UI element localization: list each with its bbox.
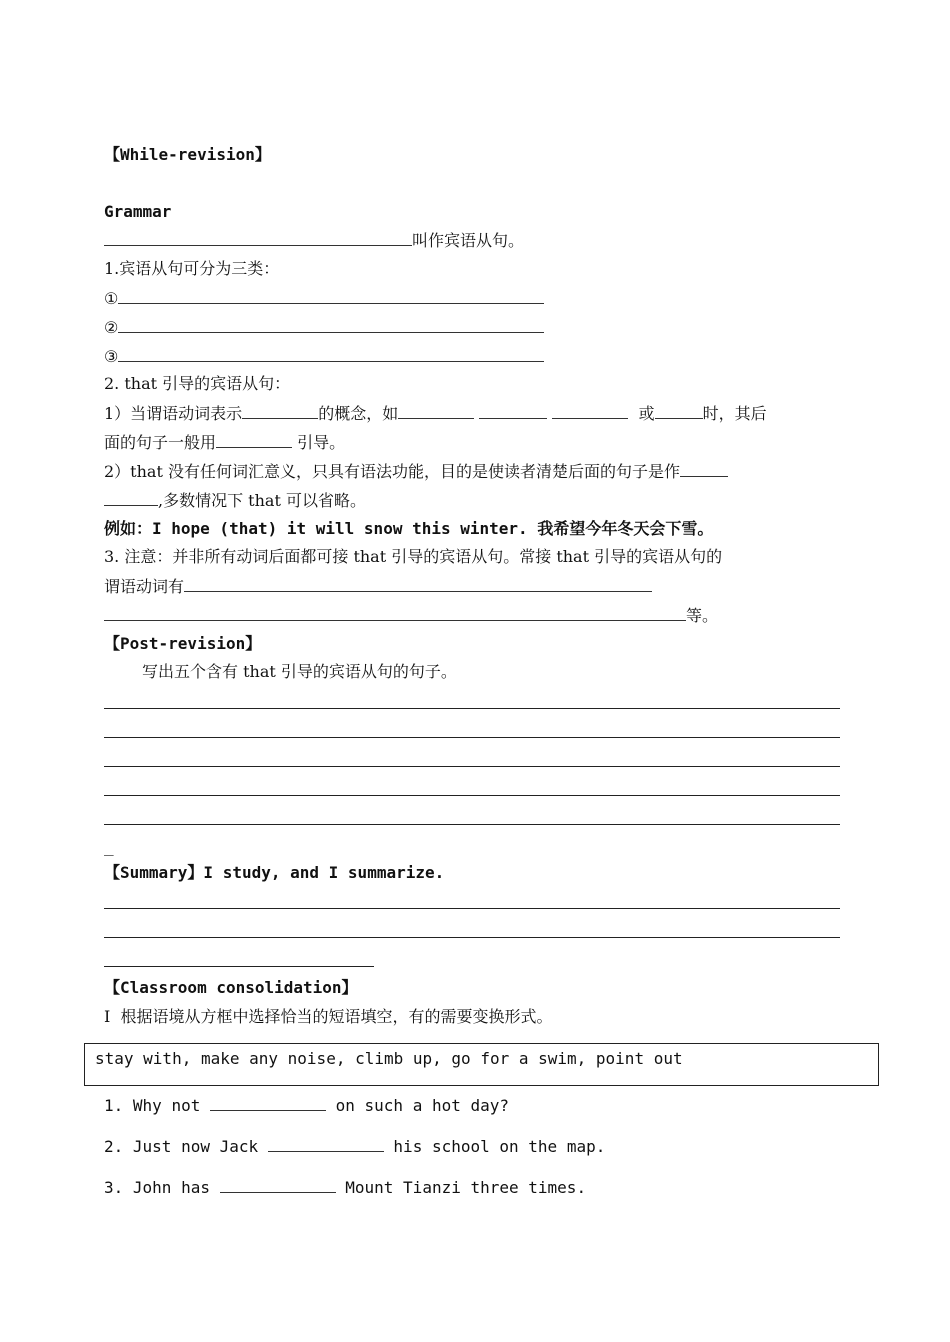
grammar-p2: 2. that 引导的宾语从句：: [104, 374, 291, 393]
grammar-p3c: [104, 604, 718, 627]
item-marker: ①: [104, 289, 119, 308]
definition-suffix: 叫作宾语从句。: [412, 231, 525, 250]
blank[interactable]: [216, 431, 292, 448]
question-2: [104, 1135, 605, 1158]
grammar-p3: 3. 注意：并非所有动词后面都可接 that 引导的宾语从句。常接 that 引导的宾语从句的: [104, 547, 723, 566]
summary-heading: 【Summary】I study, and I summarize.: [104, 863, 445, 882]
section-number: I: [104, 1007, 111, 1026]
summary-line[interactable]: [104, 908, 840, 909]
type-item-1: [104, 287, 544, 310]
example-sentence: 例如：I hope (that) it will snow this winter. 我希望今年冬天会下雪。: [104, 519, 714, 538]
text: 引导。: [297, 433, 346, 452]
text: 谓语动词有: [104, 577, 185, 596]
question-text: Just now Jack: [132, 1137, 259, 1156]
item-marker: ③: [104, 347, 119, 366]
summary-line[interactable]: [104, 966, 374, 967]
writing-line[interactable]: [104, 737, 840, 738]
grammar-p2-1b: [104, 431, 345, 454]
blank[interactable]: [398, 402, 474, 419]
consolidation-heading: 【Classroom consolidation】: [104, 978, 358, 997]
type-item-2: [104, 316, 544, 339]
grammar-p2-2: [104, 460, 728, 483]
text: 等。: [686, 606, 719, 625]
blank[interactable]: [655, 402, 703, 419]
blank[interactable]: [680, 460, 728, 477]
question-text: Mount Tianzi three times.: [345, 1178, 587, 1197]
text: 1）当谓语动词表示: [104, 404, 243, 423]
writing-line[interactable]: [104, 824, 840, 825]
text: 面的句子一般用: [104, 433, 217, 452]
type-blank-2[interactable]: [118, 316, 544, 333]
consolidation-instruction-line: [104, 1006, 553, 1028]
blank[interactable]: [479, 402, 547, 419]
type-blank-1[interactable]: [118, 287, 544, 304]
blank[interactable]: [104, 604, 686, 621]
grammar-p2-2b: [104, 489, 366, 512]
definition-blank[interactable]: [104, 229, 412, 246]
grammar-p2-1: [104, 402, 767, 425]
answer-blank[interactable]: [268, 1135, 384, 1152]
type-blank-3[interactable]: [118, 345, 544, 362]
definition-line: [104, 229, 524, 252]
answer-blank[interactable]: [210, 1094, 326, 1111]
text: 的概念，如: [318, 404, 399, 423]
text: ,多数情况下 that 可以省略。: [158, 491, 366, 510]
answer-blank[interactable]: [220, 1176, 336, 1193]
question-1: [104, 1094, 509, 1117]
grammar-p3b: [104, 575, 652, 598]
grammar-p1: 1.宾语从句可分为三类：: [104, 259, 280, 278]
question-number: 2.: [104, 1137, 124, 1156]
writing-line[interactable]: [104, 795, 840, 796]
text: 时，其后: [702, 404, 767, 423]
instruction: 根据语境从方框中选择恰当的短语填空，有的需要变换形式。: [120, 1007, 553, 1026]
while-revision-heading: 【While-revision】: [104, 145, 271, 164]
grammar-label: Grammar: [104, 202, 172, 221]
question-3: [104, 1176, 586, 1199]
summary-line[interactable]: [104, 937, 840, 938]
phrase-box-text: stay with, make any noise, climb up, go for a swim, point out: [95, 1049, 683, 1068]
question-text: Why not: [132, 1096, 201, 1115]
post-revision-heading: 【Post-revision】: [104, 634, 262, 653]
writing-line[interactable]: [104, 708, 840, 709]
blank[interactable]: [552, 402, 628, 419]
post-revision-instruction: 写出五个含有 that 引导的宾语从句的句子。: [142, 662, 457, 681]
phrase-box: [84, 1043, 879, 1086]
writing-line[interactable]: [104, 766, 840, 767]
question-text: on such a hot day?: [335, 1096, 510, 1115]
item-marker: ②: [104, 318, 119, 337]
question-text: his school on the map.: [393, 1137, 606, 1156]
blank[interactable]: [104, 489, 158, 506]
type-item-3: [104, 345, 544, 368]
blank[interactable]: [184, 575, 652, 592]
question-number: 1.: [104, 1096, 124, 1115]
blank[interactable]: [242, 402, 318, 419]
question-text: John has: [132, 1178, 210, 1197]
stray-underscore: _: [104, 837, 114, 856]
text: 2）that 没有任何词汇意义，只具有语法功能，目的是使读者清楚后面的句子是作: [104, 462, 680, 481]
text: 或: [638, 404, 655, 423]
question-number: 3.: [104, 1178, 124, 1197]
